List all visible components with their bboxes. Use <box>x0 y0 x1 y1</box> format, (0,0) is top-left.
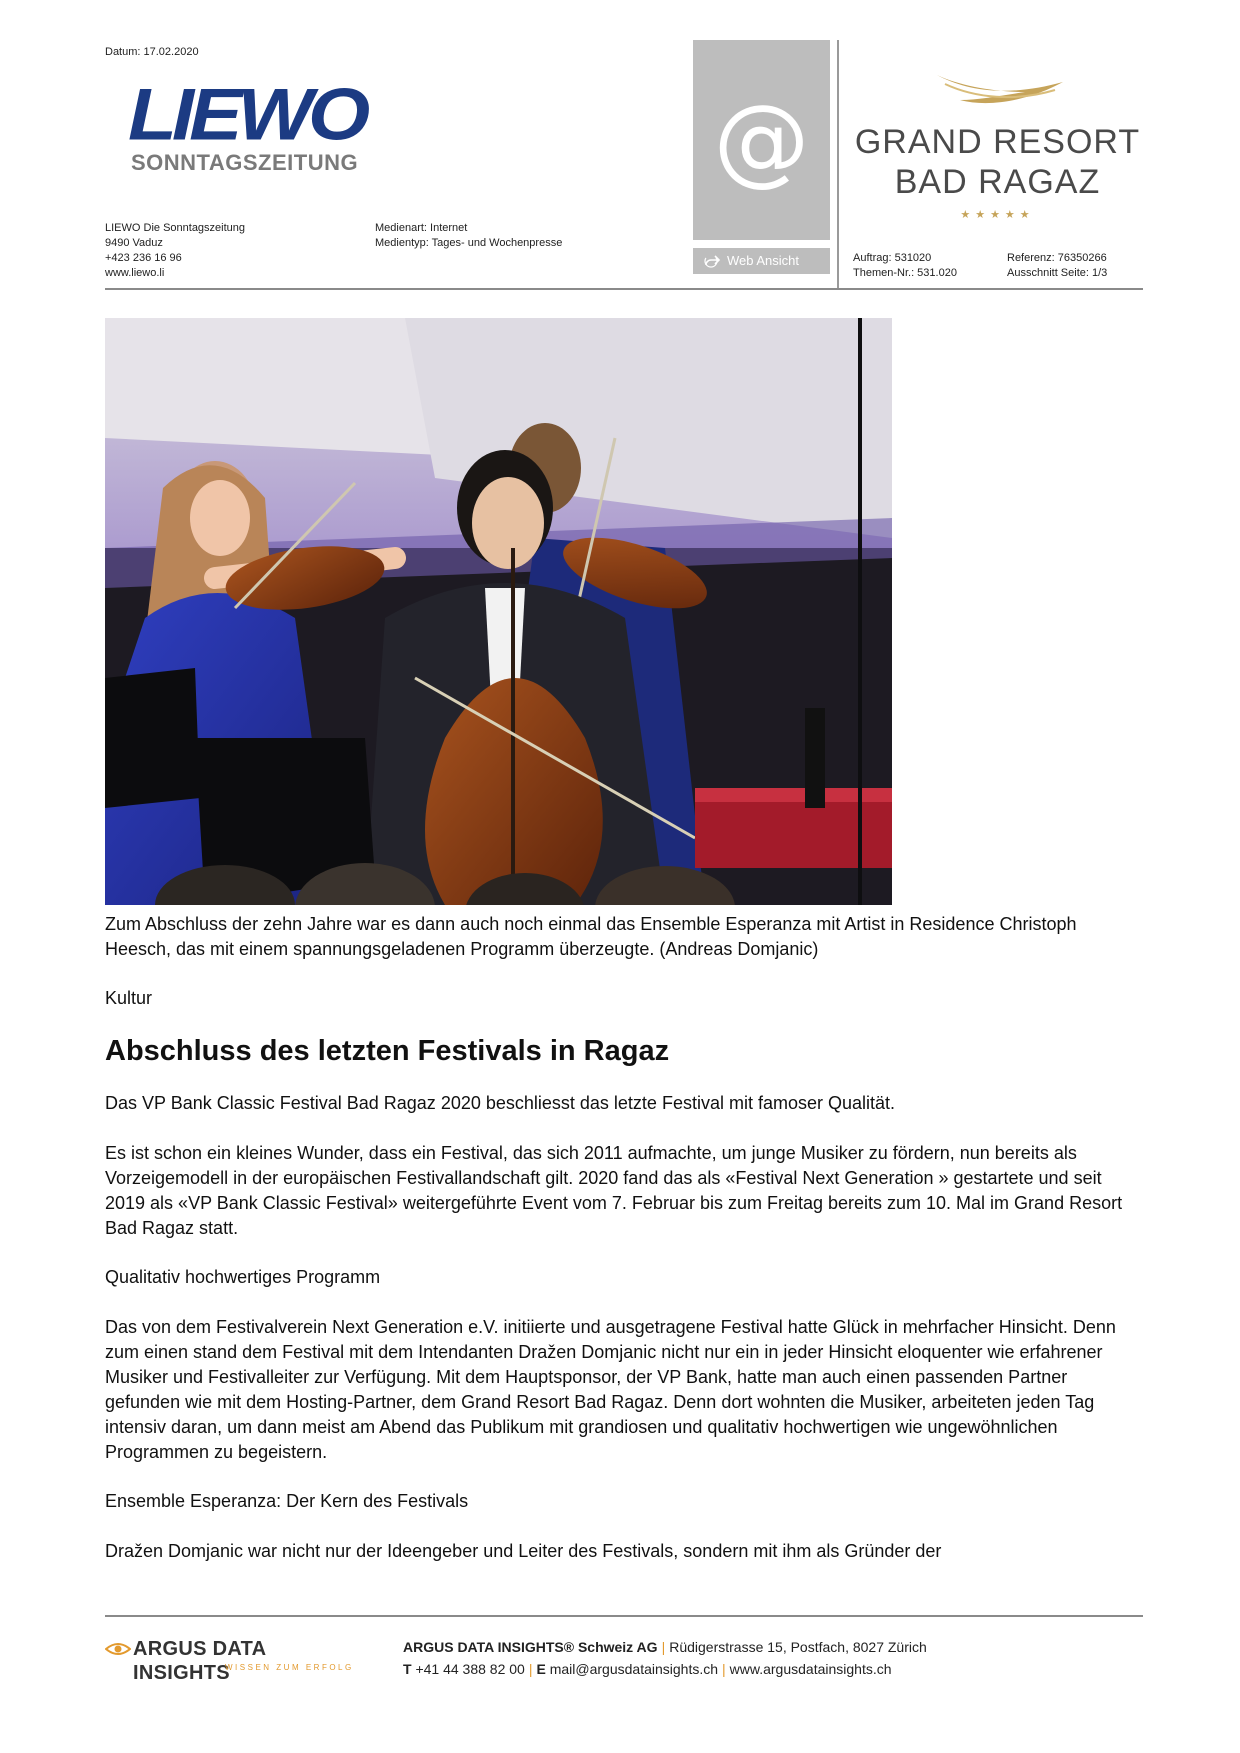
section-label: Kultur <box>105 988 153 1008</box>
article-headline: Abschluss des letzten Festivals in Ragaz <box>105 1035 670 1067</box>
publisher-name: LIEWO Die Sonntagszeitung <box>105 222 246 234</box>
footer-address: Rüdigerstrasse 15, Postfach, 8027 Zürich <box>669 1639 927 1655</box>
at-sign-icon: @ <box>713 84 810 196</box>
photo-caption: Zum Abschluss der zehn Jahre war es dann auch noch einmal das Ensemble Esperanza mit Artist in Residence Christoph Heesch, das mit einem spannungsgeladenen Programm überzeugte. (Andreas Domjanic) <box>105 914 1077 959</box>
arrow-share-icon <box>703 248 721 283</box>
article-lead: Das VP Bank Classic Festival Bad Ragaz 2020 beschliesst das letzte Festival mit famoser Qualität. <box>105 1093 896 1113</box>
footer-address-line <box>403 1638 927 1656</box>
article-paragraph: Es ist schon ein kleines Wunder, dass ein Festival, das sich 2011 aufmachte, um junge Musiker zu fördern, nun bereits als Vorzeigemodell in der europäischen Festivallandschaft gilt. 2020 fand das als «Festival Next Generation » gestartete und seit 2019 als «VP Bank Classic Festival» weitergeführte Event vom 7. Februar bis zum Freitag bereits zum 10. Mal im Grand Resort Bad Ragaz statt. <box>105 1143 1123 1238</box>
grand-resort-logo <box>845 70 1150 230</box>
order-info <box>853 251 957 281</box>
resort-stars: ★★★★★ <box>960 209 1035 221</box>
header-divider <box>837 40 839 288</box>
clipping-page: Ausschnitt Seite: 1/3 <box>1007 267 1108 279</box>
liewo-logo <box>128 73 378 178</box>
web-view-button[interactable] <box>693 248 830 274</box>
article-paragraph: Dražen Domjanic war nicht nur der Ideengeber und Leiter des Festivals, sondern mit ihm als Gründer der <box>105 1541 942 1561</box>
header-rule <box>105 288 1143 290</box>
argus-logo-tagline: WISSEN ZUM ERFOLG <box>225 1663 354 1672</box>
reference-number: Referenz: 76350266 <box>1007 252 1107 264</box>
web-view-panel <box>693 40 830 240</box>
resort-name-line1: GRAND RESORT <box>854 123 1141 161</box>
order-number: Auftrag: 531020 <box>853 252 932 264</box>
argus-eye-icon <box>105 1641 131 1657</box>
media-info <box>375 221 562 251</box>
liewo-logo-subtitle: SONNTAGSZEITUNG <box>131 150 359 175</box>
footer-email-label: E <box>536 1661 546 1677</box>
footer-separator: | <box>722 1661 726 1677</box>
topic-number: Themen-Nr.: 531.020 <box>853 267 957 279</box>
publisher-info <box>105 221 245 281</box>
article-paragraph: Das von dem Festivalverein Next Generation e.V. initiierte und ausgetragene Festival hatte Glück in mehrfacher Hinsicht. Denn zum einen stand dem Festival mit dem Intendanten Dražen Domjanic nicht nur ein in jeder Hinsicht eloquenter wie erfahrener Musiker und Festivalleiter zur Verfügung. Mit dem Hauptsponsor, der VP Bank, hatte man auch einen passenden Partner gefunden wie mit dem Hosting-Partner, dem Grand Resort Bad Ragaz. Denn dort wohnten die Musiker, arbeiteten jeden Tag intensiv daran, um dann meist am Abend das Publikum mit grandiosen und qualitativ hochwertigen wie ungewöhnlichen Programmen zu begeistern. <box>105 1317 1116 1462</box>
media-type: Medienart: Internet <box>375 222 468 234</box>
publisher-city: 9490 Vaduz <box>105 237 163 249</box>
footer-rule <box>105 1615 1143 1617</box>
article-subheading: Qualitativ hochwertiges Programm <box>105 1267 381 1287</box>
publisher-phone: +423 236 16 96 <box>105 252 182 264</box>
footer-separator: | <box>528 1661 533 1677</box>
footer-phone: +41 44 388 82 00 <box>415 1661 525 1677</box>
reference-info <box>1007 251 1107 281</box>
argus-logo <box>105 1637 365 1684</box>
resort-swoosh-icon <box>935 70 1065 115</box>
footer-phone-label: T <box>403 1661 412 1677</box>
footer-email[interactable]: mail@argusdatainsights.ch <box>549 1661 719 1677</box>
article-subheading: Ensemble Esperanza: Der Kern des Festivals <box>105 1491 469 1511</box>
footer-contact-line <box>403 1660 892 1678</box>
footer-separator: | <box>661 1639 666 1655</box>
media-category: Medientyp: Tages- und Wochenpresse <box>375 237 563 249</box>
date-line: Datum: 17.02.2020 <box>105 46 199 58</box>
publisher-web: www.liewo.li <box>105 267 165 279</box>
argus-logo-name: ARGUS DATA INSIGHTS <box>133 1638 266 1684</box>
resort-name-line2: BAD RAGAZ <box>894 163 1101 201</box>
footer-web[interactable]: www.argusdatainsights.ch <box>729 1661 892 1677</box>
footer-company: ARGUS DATA INSIGHTS® Schweiz AG <box>403 1639 658 1655</box>
concert-photo <box>105 318 892 905</box>
liewo-logo-wordmark: LIEWO <box>128 73 366 156</box>
web-view-label: Web Ansicht <box>727 253 800 268</box>
